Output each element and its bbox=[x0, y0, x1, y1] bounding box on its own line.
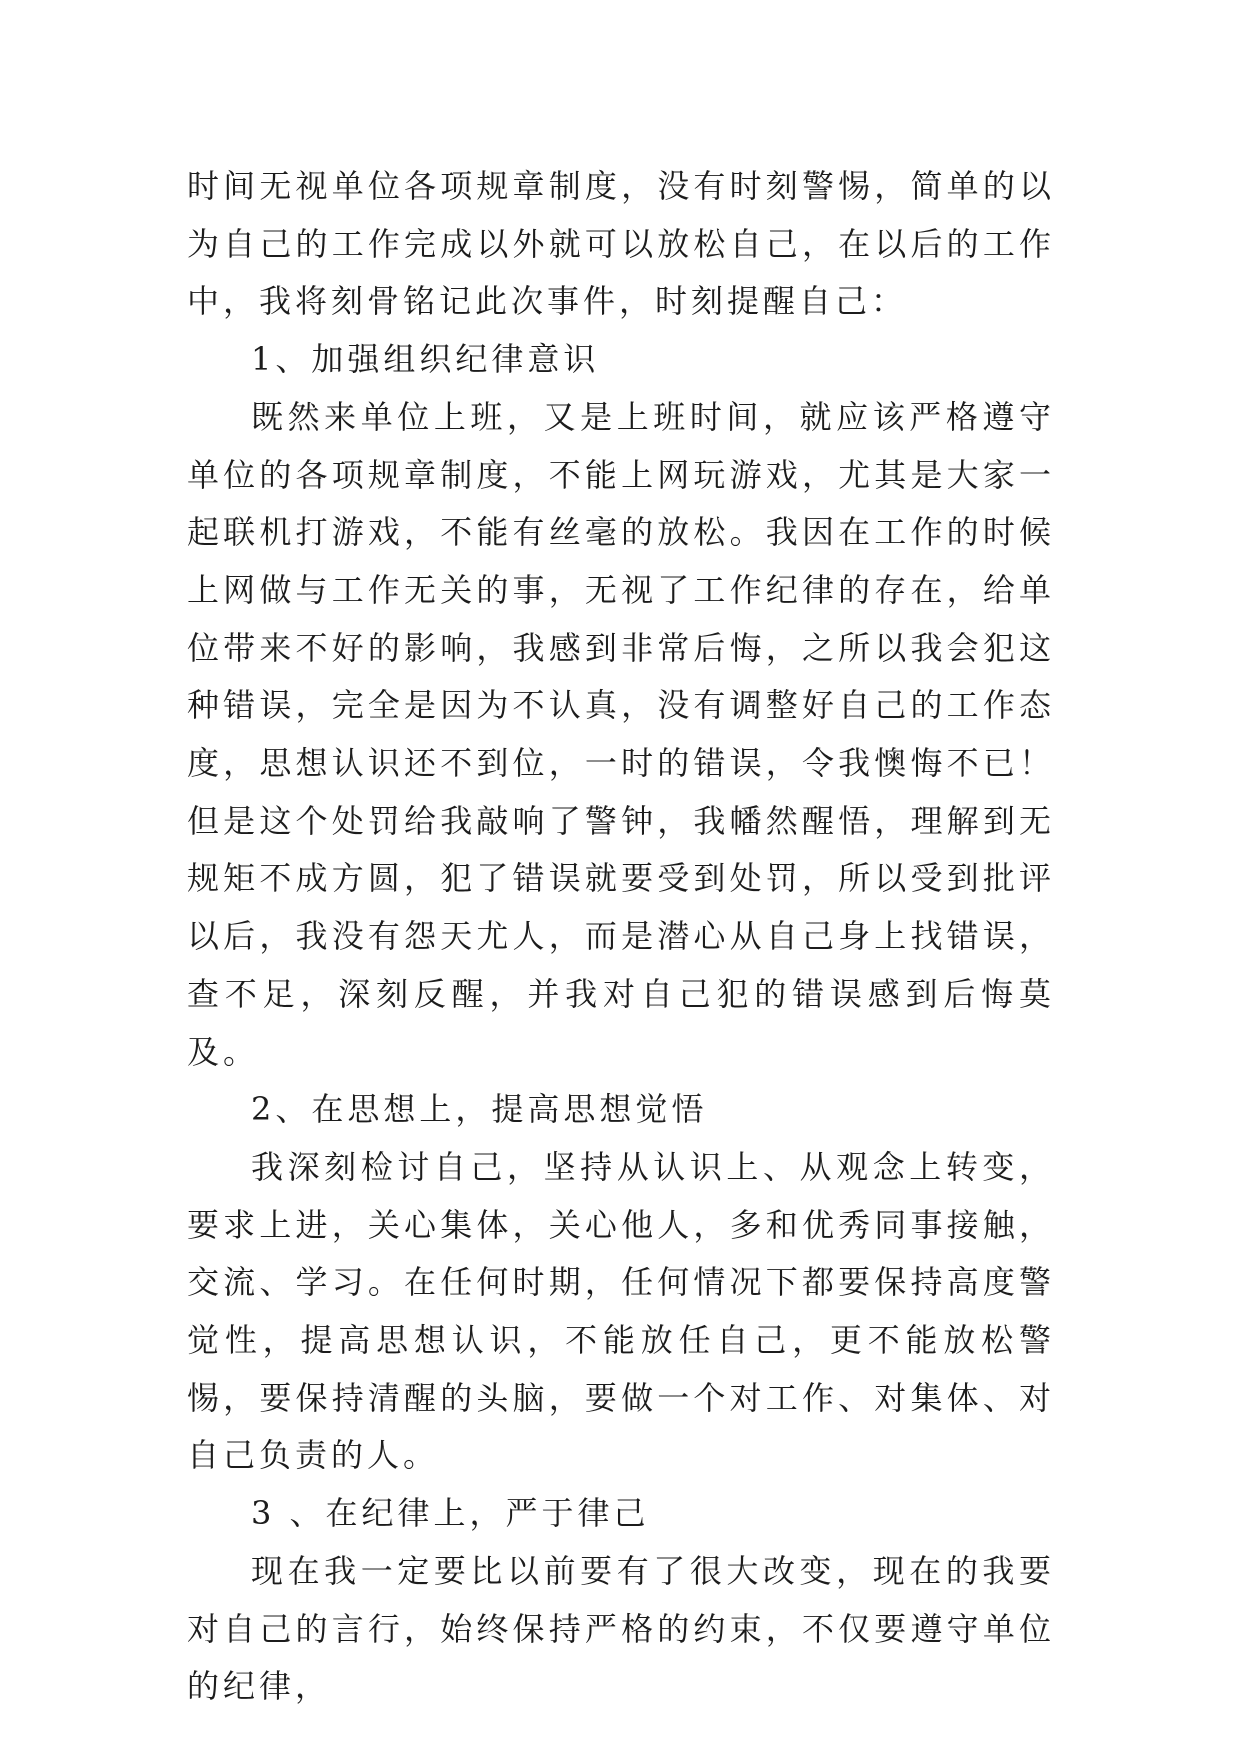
section-heading-3: 3 、在纪律上，严于律己 bbox=[251, 1494, 650, 1533]
paragraph-section-2: 我深刻检讨自己，坚持从认识上、从观念上转变，要求上进，关心集体，关心他人，多和优秀同事接触，交流、学习。在任何时期，任何情况下都要保持高度警觉性，提高思想认识，不能放任自己，更不能放松警惕，要保持清醒的头脑，要做一个对工作、对集体、对自己负责的人。 bbox=[187, 1147, 1055, 1475]
paragraph-section-3: 现在我一定要比以前要有了很大改变，现在的我要对自己的言行，始终保持严格的约束，不仅要遵守单位的纪律， bbox=[187, 1551, 1055, 1706]
paragraph-section-1: 既然来单位上班，又是上班时间，就应该严格遵守单位的各项规章制度，不能上网玩游戏，尤其是大家一起联机打游戏，不能有丝毫的放松。我因在工作的时候上网做与工作无关的事，无视了工作纪律的存在，给单位带来不好的影响，我感到非常后悔，之所以我会犯这种错误，完全是因为不认真，没有调整好自己的工作态度，思想认识还不到位，一时的错误，令我懊悔不已！但是这个处罚给我敲响了警钟，我幡然醒悟，理解到无规矩不成方圆，犯了错误就要受到处罚，所以受到批评以后，我没有怨天尤人，而是潜心从自己身上找错误，查不足，深刻反醒，并我对自己犯的错误感到后悔莫及。 bbox=[187, 397, 1055, 1071]
document-body bbox=[187, 158, 1055, 1716]
section-heading-1: 1、加强组织纪律意识 bbox=[251, 340, 600, 379]
section-heading-2: 2、在思想上，提高思想觉悟 bbox=[251, 1090, 708, 1129]
paragraph-intro: 时间无视单位各项规章制度，没有时刻警惕，简单的以为自己的工作完成以外就可以放松自己，在以后的工作中，我将刻骨铭记此次事件，时刻提醒自己： bbox=[187, 167, 1055, 321]
